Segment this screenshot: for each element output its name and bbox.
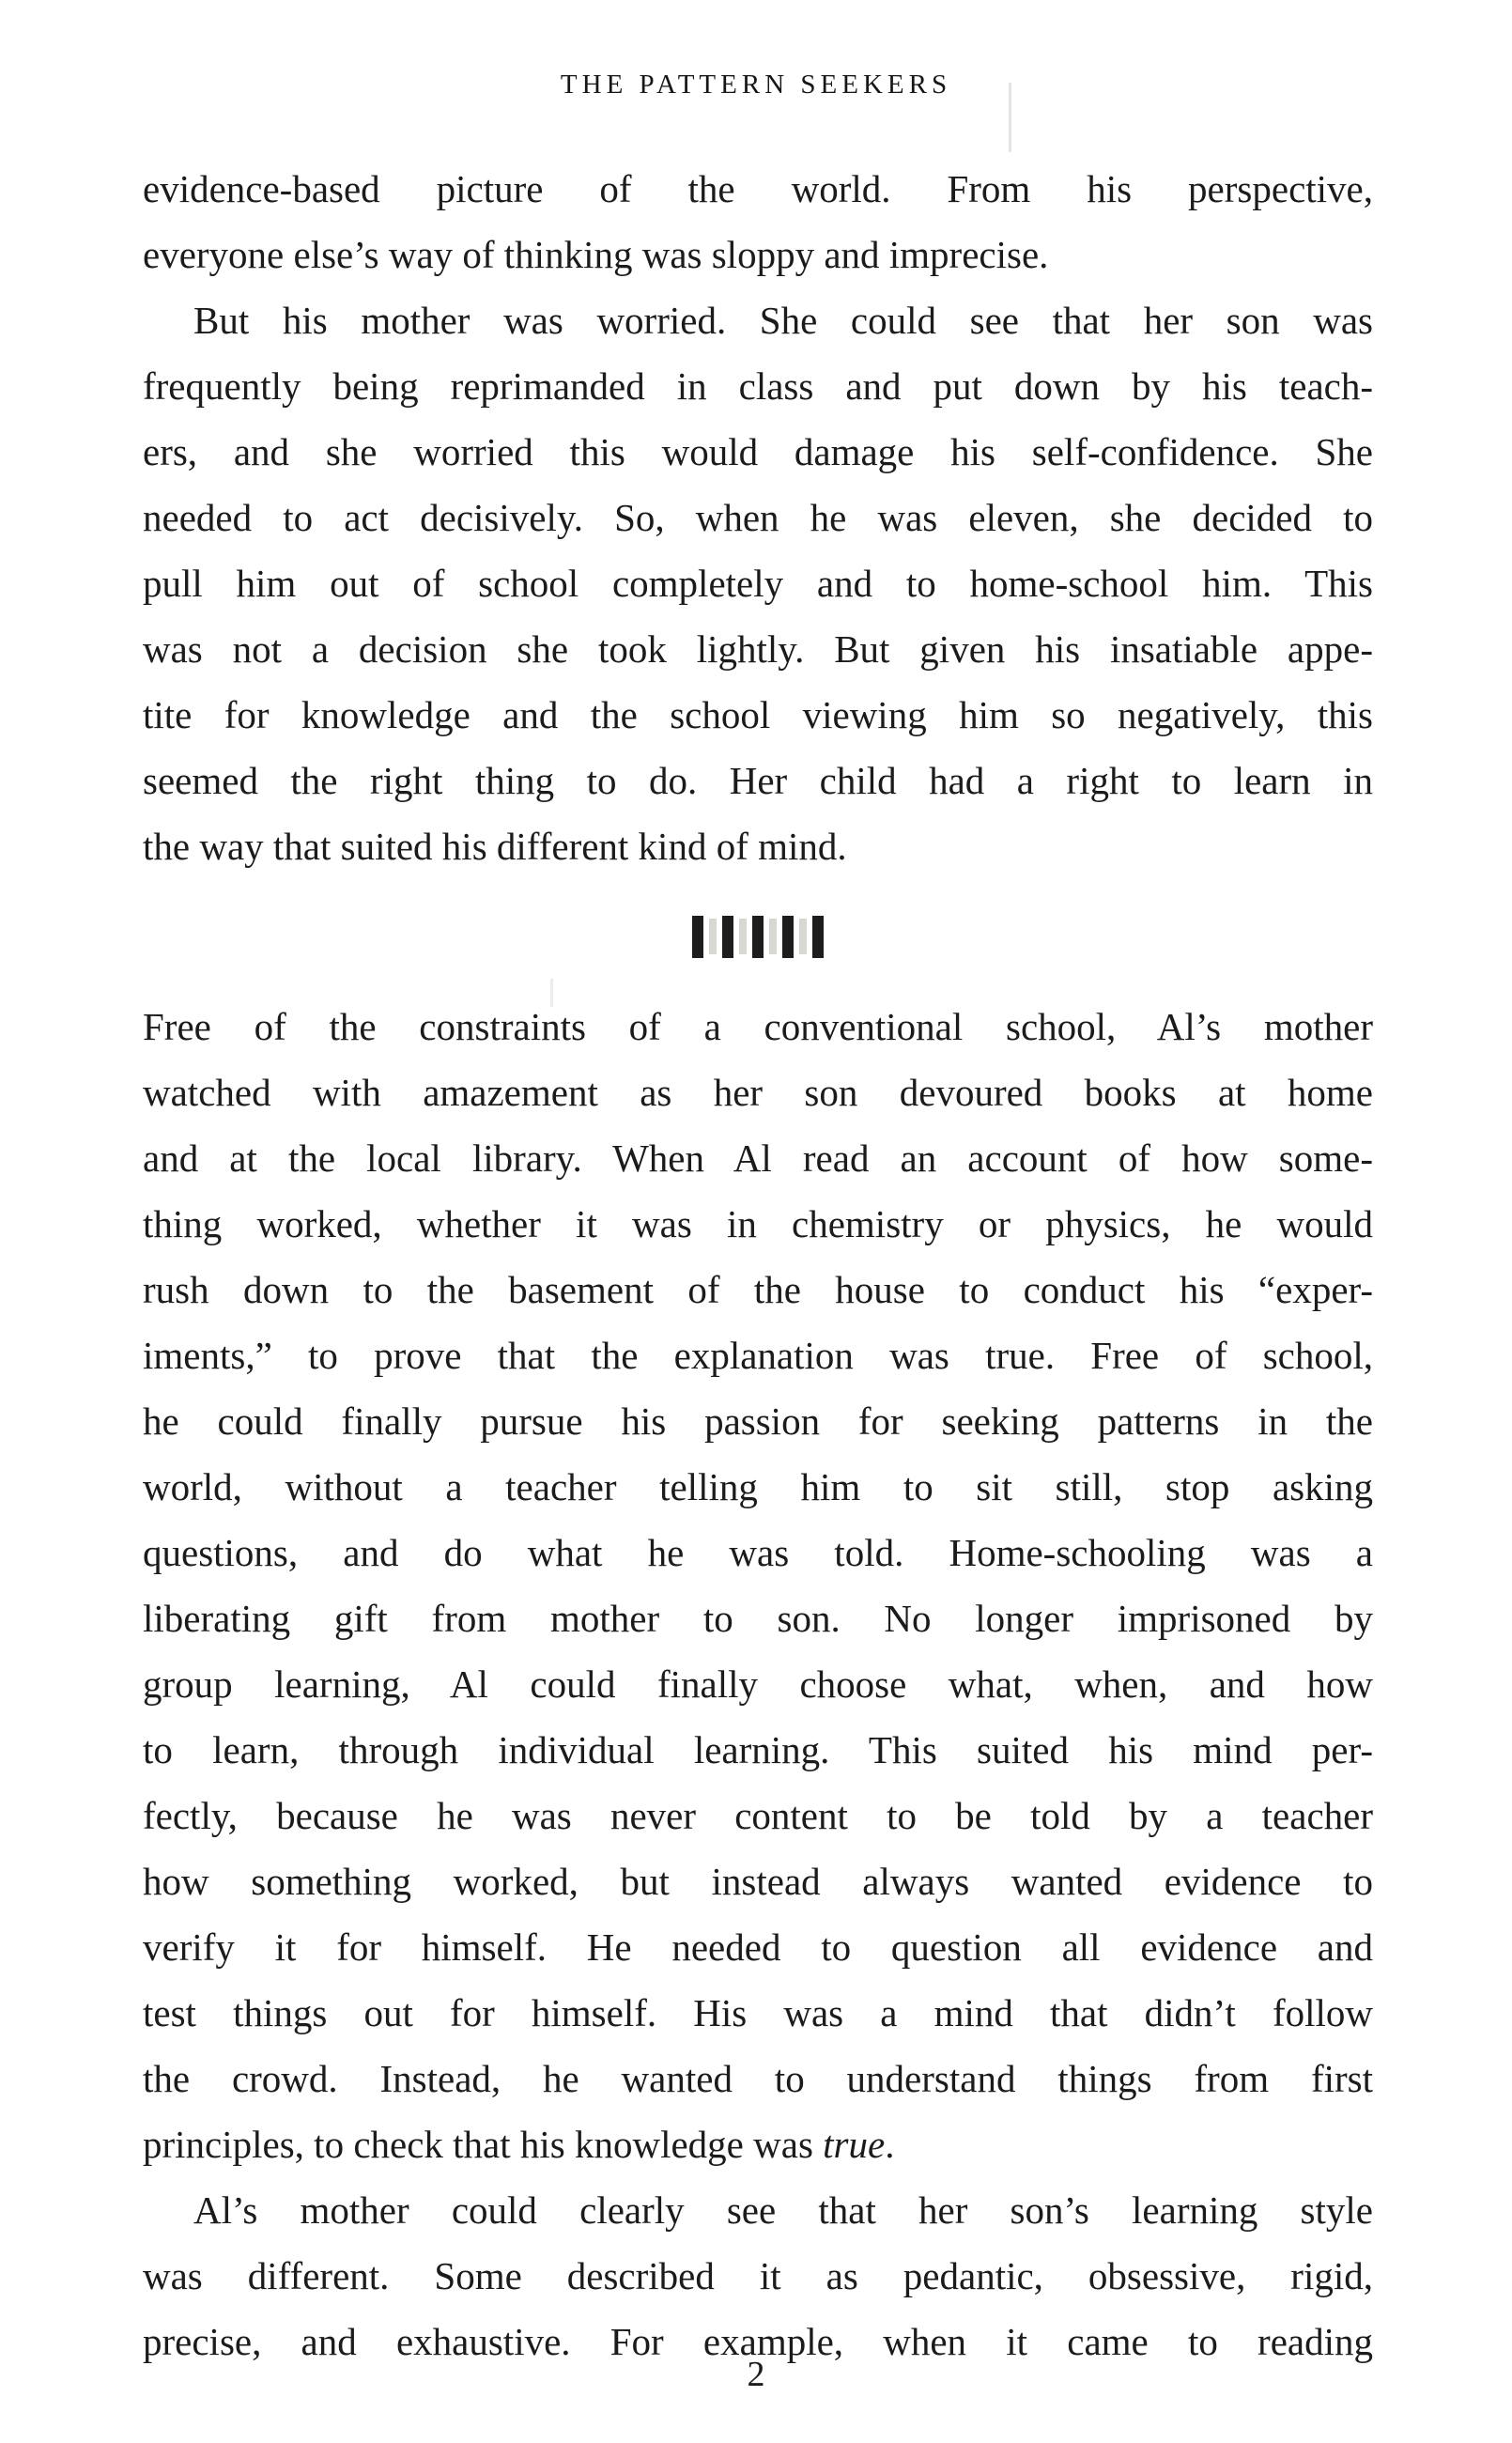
ornament-ghost-bar: [739, 919, 747, 954]
text-line: to learn, through individual learning. This suited his mind per-: [143, 1728, 1373, 1771]
text-line: pull him out of school completely and to home-school him. This: [143, 562, 1373, 605]
text-segment: .: [885, 2123, 895, 2166]
text-line: the way that suited his different kind of mind.: [143, 825, 847, 868]
text-line: precise, and exhaustive. For example, when it came to reading: [143, 2320, 1373, 2363]
ornament-bar: [692, 916, 703, 958]
page-number: 2: [747, 2355, 765, 2394]
text-line: everyone else’s way of thinking was sloppy and imprecise.: [143, 233, 1049, 276]
text-line: Al’s mother could clearly see that her son’s learning style: [193, 2188, 1373, 2232]
text-line: seemed the right thing to do. Her child had a right to learn in: [143, 759, 1373, 802]
text-line: [143, 2111, 1373, 2177]
text-line: rush down to the basement of the house to conduct his “exper-: [143, 1268, 1373, 1311]
section-break-ornament: [143, 879, 1373, 994]
ornament-bar: [812, 916, 824, 958]
text-line: questions, and do what he was told. Home-schooling was a: [143, 1531, 1373, 1574]
text-line: frequently being reprimanded in class and put down by his teach-: [143, 364, 1373, 408]
text-line: iments,” to prove that the explanation was true. Free of school,: [143, 1334, 1373, 1377]
scan-artifact-line: [1009, 83, 1011, 152]
text-line: tite for knowledge and the school viewing him so negatively, this: [143, 693, 1373, 736]
text-line: needed to act decisively. So, when he was eleven, she decided to: [143, 496, 1373, 539]
text-line: was not a decision she took lightly. But given his insatiable appe-: [143, 627, 1373, 671]
text-line: ers, and she worried this would damage his self-confidence. She: [143, 430, 1373, 473]
ornament-ghost-bar: [709, 919, 717, 954]
italic-word: true: [823, 2123, 886, 2166]
text-line: verify it for himself. He needed to question all evidence and: [143, 1925, 1373, 1969]
ornament-bar: [752, 916, 764, 958]
ornament-ghost-bar: [799, 919, 807, 954]
text-line: group learning, Al could finally choose what, when, and how: [143, 1662, 1373, 1706]
ornament-bar: [722, 916, 733, 958]
body-text: [143, 156, 1373, 2374]
ornament-bar: [782, 916, 794, 958]
text-line: Free of the constraints of a conventional school, Al’s mother: [143, 1005, 1373, 1048]
text-line: evidence-based picture of the world. From his perspective,: [143, 167, 1373, 210]
text-line: and at the local library. When Al read an account of how some-: [143, 1136, 1373, 1180]
text-segment: principles, to check that his knowledge was: [143, 2123, 824, 2166]
text-line: was different. Some described it as pedantic, obsessive, rigid,: [143, 2254, 1373, 2297]
text-line: watched with amazement as her son devoured books at home: [143, 1071, 1373, 1114]
text-line: world, without a teacher telling him to sit still, stop asking: [143, 1465, 1373, 1508]
text-line: how something worked, but instead always wanted evidence to: [143, 1860, 1373, 1903]
text-line: fectly, because he was never content to be told by a teacher: [143, 1794, 1373, 1837]
text-line: thing worked, whether it was in chemistry or physics, he would: [143, 1202, 1373, 1245]
text-line: liberating gift from mother to son. No longer imprisoned by: [143, 1597, 1373, 1640]
text-line: test things out for himself. His was a mind that didn’t follow: [143, 1991, 1373, 2034]
ornament-ghost-bar: [769, 919, 777, 954]
text-line: he could finally pursue his passion for seeking patterns in the: [143, 1399, 1373, 1443]
running-header: THE PATTERN SEEKERS: [560, 70, 952, 100]
text-line: But his mother was worried. She could see that her son was: [193, 299, 1373, 342]
text-line: the crowd. Instead, he wanted to understand things from first: [143, 2057, 1373, 2100]
